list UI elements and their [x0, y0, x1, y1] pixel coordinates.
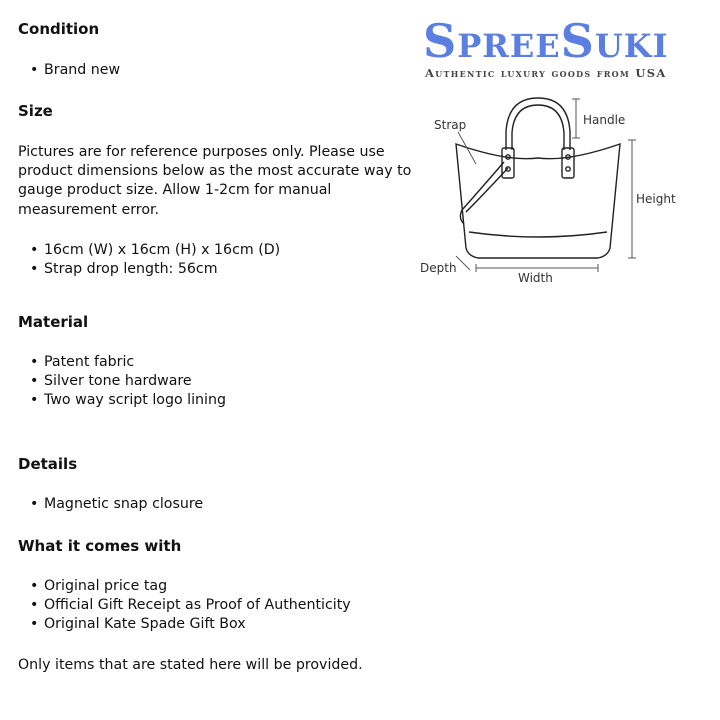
material-heading: Material — [18, 313, 89, 331]
list-item: • Magnetic snap closure — [44, 495, 203, 514]
details-heading: Details — [18, 455, 78, 473]
diagram-label-depth: Depth — [420, 261, 457, 275]
list-item: • Patent fabric — [44, 353, 226, 372]
details-list — [44, 495, 203, 514]
diagram-label-width: Width — [518, 271, 553, 285]
comes-with-list — [44, 577, 351, 635]
logo-tagline: Authentic luxury goods from USA — [425, 66, 667, 80]
diagram-label-height: Height — [636, 192, 676, 206]
list-item: • Strap drop length: 56cm — [44, 260, 280, 279]
spreesuki-logo — [423, 14, 719, 84]
list-item: • Original price tag — [44, 577, 351, 596]
list-item: • Brand new — [44, 61, 120, 80]
list-item: • 16cm (W) x 16cm (H) x 16cm (D) — [44, 241, 280, 260]
size-heading: Size — [18, 102, 53, 120]
list-item: • Silver tone hardware — [44, 372, 226, 391]
list-item: • Original Kate Spade Gift Box — [44, 615, 351, 634]
list-item: • Official Gift Receipt as Proof of Authenticity — [44, 596, 351, 615]
diagram-label-handle: Handle — [583, 113, 626, 127]
diagram-label-strap: Strap — [434, 118, 467, 132]
material-list — [44, 353, 226, 411]
size-paragraph: Pictures are for reference purposes only. Please use product dimensions below as the most accurate way to gauge product size. Allow 1-2cm for manual measurement error. — [18, 144, 412, 218]
bag-dimensions-diagram — [418, 92, 718, 292]
comes-with-heading: What it comes with — [18, 537, 182, 555]
footer-note: Only items that are stated here will be provided. — [18, 657, 363, 673]
logo-wordmark: SpreeSuki — [423, 14, 669, 68]
size-list — [44, 241, 280, 279]
list-item: • Two way script logo lining — [44, 391, 226, 410]
condition-heading: Condition — [18, 20, 100, 38]
condition-list — [44, 61, 120, 80]
